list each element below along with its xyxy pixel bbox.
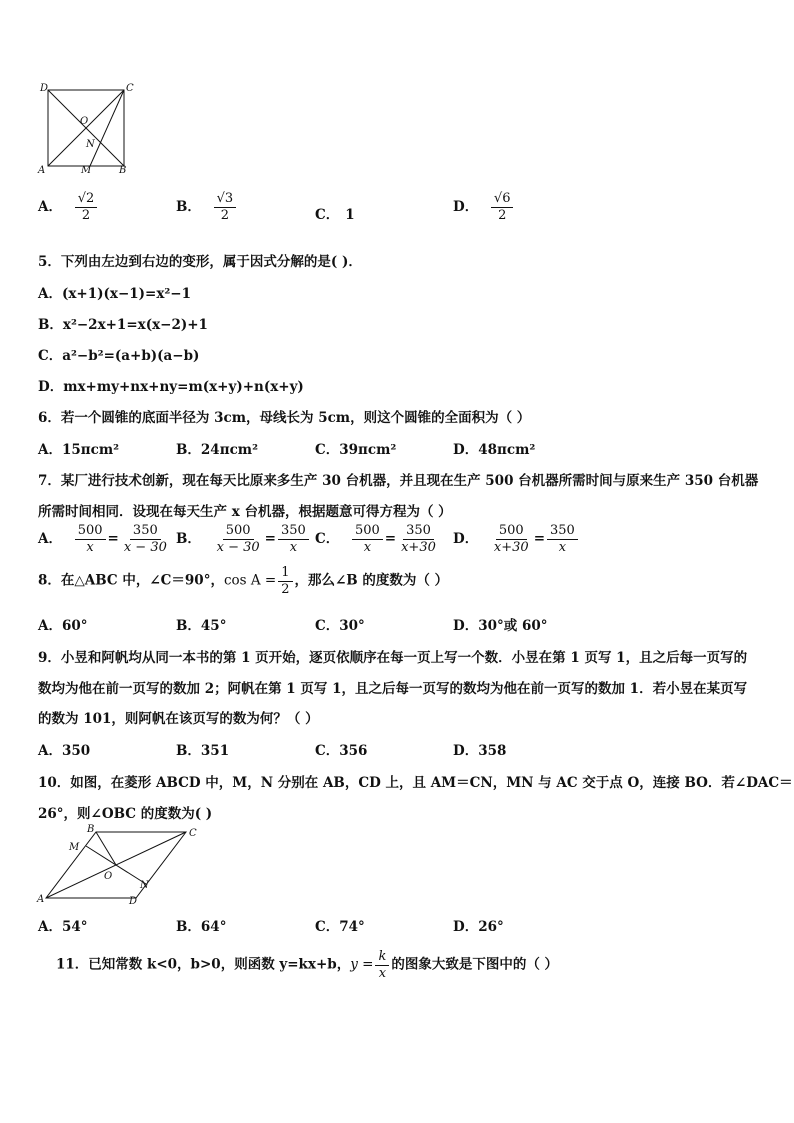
- square-figure: [36, 82, 136, 178]
- q10-stem-line2: 26°，则∠OBC 的度数为( ): [38, 806, 213, 822]
- q7-option-c: C． $\frac{500}{x}$ = $\frac{350}{x+30}$: [315, 523, 436, 555]
- label-m: M: [81, 165, 92, 176]
- q10-stem-line1: 10．如图，在菱形 ABCD 中，M，N 分别在 AB，CD 上，且 AM＝CN，MN 与 AC 交于点 O，连接 BO．若∠DAC＝: [38, 775, 793, 791]
- q8-option-b: B．45°: [176, 618, 227, 634]
- q9-option-c: C．356: [315, 743, 368, 759]
- q6-option-b: B．24πcm²: [176, 442, 258, 458]
- label-b: B: [119, 165, 127, 176]
- q7-stem-line2: 所需时间相同．设现在每天生产 x 台机器，根据题意可得方程为（ ）: [38, 504, 452, 520]
- label-m: M: [69, 842, 80, 853]
- q8-option-a: A．60°: [38, 618, 88, 634]
- q7-stem-line1: 7．某厂进行技术创新，现在每天比原来多生产 30 台机器，并且现在生产 500 台机器所需时间与原来生产 350 台机器: [38, 473, 759, 489]
- q9-stem-line2: 数均为他在前一页写的数加 2；阿帆在第 1 页写 1，且之后每一页写的数均为他在前一页写的数加 1．若小昱在某页写: [38, 681, 748, 697]
- q6-option-a: A．15πcm²: [38, 442, 120, 458]
- q11-stem: 11．已知常数 k<0，b>0，则函数 y=kx+b，y = $\frac{k}{x}$ 的图象大致是下图中的（ ）: [56, 949, 559, 981]
- q10-option-a: A．54°: [38, 919, 88, 935]
- q6-stem: 6．若一个圆锥的底面半径为 3cm，母线长为 5cm，则这个圆锥的全面积为（ ）: [38, 410, 531, 426]
- q8-stem: 8．在△ABC 中，∠C＝90°，cos A = $\frac{1}{2}$ ，那么∠B 的度数为（ ）: [38, 565, 449, 597]
- q5-option-c: C．a²−b²=(a+b)(a−b): [38, 348, 200, 364]
- q8-option-d: D．30°或 60°: [453, 618, 548, 634]
- label-a: A: [38, 165, 46, 176]
- q9-stem-line3: 的数为 101，则阿帆在该页写的数为何？（ ）: [38, 711, 319, 727]
- q5-option-b: B．x²−2x+1=x(x−2)+1: [38, 317, 208, 333]
- q4-option-a: A． $\frac{√2}{2}$: [38, 192, 99, 222]
- label-o: O: [80, 116, 89, 127]
- q5-option-a: A．(x+1)(x−1)=x²−1: [38, 286, 192, 302]
- q4-option-d: D． $\frac{√6}{2}$: [453, 192, 515, 222]
- q10-option-b: B．64°: [176, 919, 227, 935]
- label-n: N: [86, 139, 95, 150]
- rhombus-figure: [36, 822, 206, 906]
- label-c: C: [189, 828, 197, 839]
- label-c: C: [126, 83, 134, 94]
- q6-option-d: D．48πcm²: [453, 442, 536, 458]
- q7-option-d: D． $\frac{500}{x+30}$ = $\frac{350}{x}$: [453, 524, 580, 554]
- q10-option-c: C．74°: [315, 919, 365, 935]
- label-d: D: [40, 83, 49, 94]
- q7-option-b: B． $\frac{500}{x - 30}$ = $\frac{350}{x}$: [176, 524, 311, 554]
- q5-stem: 5．下列由左边到右边的变形，属于因式分解的是( )．: [38, 254, 362, 270]
- label-o: O: [104, 871, 113, 882]
- q9-option-d: D．358: [453, 743, 507, 759]
- q9-option-a: A．350: [38, 743, 91, 759]
- label-d: D: [129, 896, 138, 906]
- q9-stem-line1: 9．小昱和阿帆均从同一本书的第 1 页开始，逐页依顺序在每一页上写一个数．小昱在第 1 页写 1，且之后每一页写的: [38, 650, 748, 666]
- label-a: A: [37, 894, 45, 905]
- q8-option-c: C．30°: [315, 618, 365, 634]
- q10-option-d: D．26°: [453, 919, 504, 935]
- label-n: N: [140, 880, 149, 891]
- q6-option-c: C．39πcm²: [315, 442, 397, 458]
- q9-option-b: B．351: [176, 743, 230, 759]
- q4-option-b: B． $\frac{√3}{2}$: [176, 192, 238, 222]
- q7-option-a: A． $\frac{500}{x}$ = $\frac{350}{x - 30}$: [38, 523, 167, 555]
- q4-option-c: C． 1: [315, 207, 355, 223]
- label-b: B: [87, 824, 95, 835]
- q5-option-d: D．mx+my+nx+ny=m(x+y)+n(x+y): [38, 379, 304, 395]
